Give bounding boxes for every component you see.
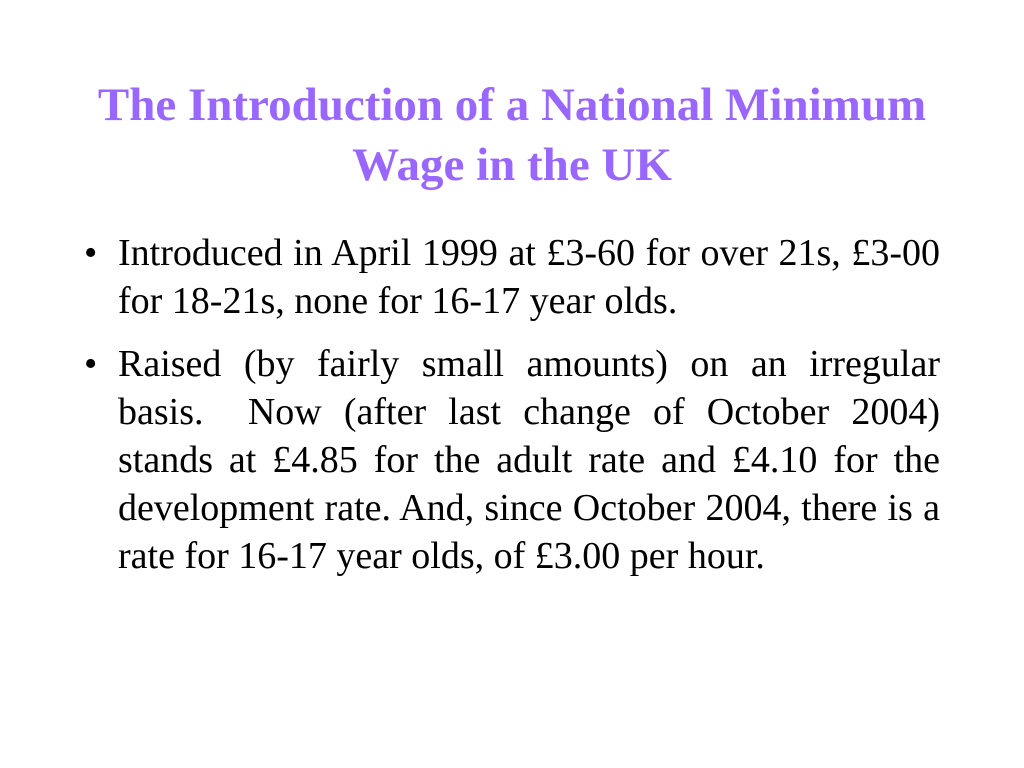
bullet-item [84, 340, 950, 580]
bullet-text-rate-changes: Raised (by fairly small amounts) on an irregular basis. Now (after last change of October 2004) stands at £4.85 for the adult rate and £4.10 for the development rate. And, since October 2004, there is a rate for 16-17 year olds, of £3.00 per hour. [118, 343, 950, 577]
bullet-list [84, 229, 950, 580]
bullet-marker: • [84, 232, 98, 274]
bullet-text-introduction: Introduced in April 1999 at £3-60 for over 21s, £3-00 for 18-21s, none for 16-17 year olds. [118, 232, 950, 322]
slide-title: The Introduction of a National Minimum Wage in the UK [97, 79, 927, 191]
bullet-item [84, 229, 950, 325]
bullet-marker: • [84, 343, 98, 385]
